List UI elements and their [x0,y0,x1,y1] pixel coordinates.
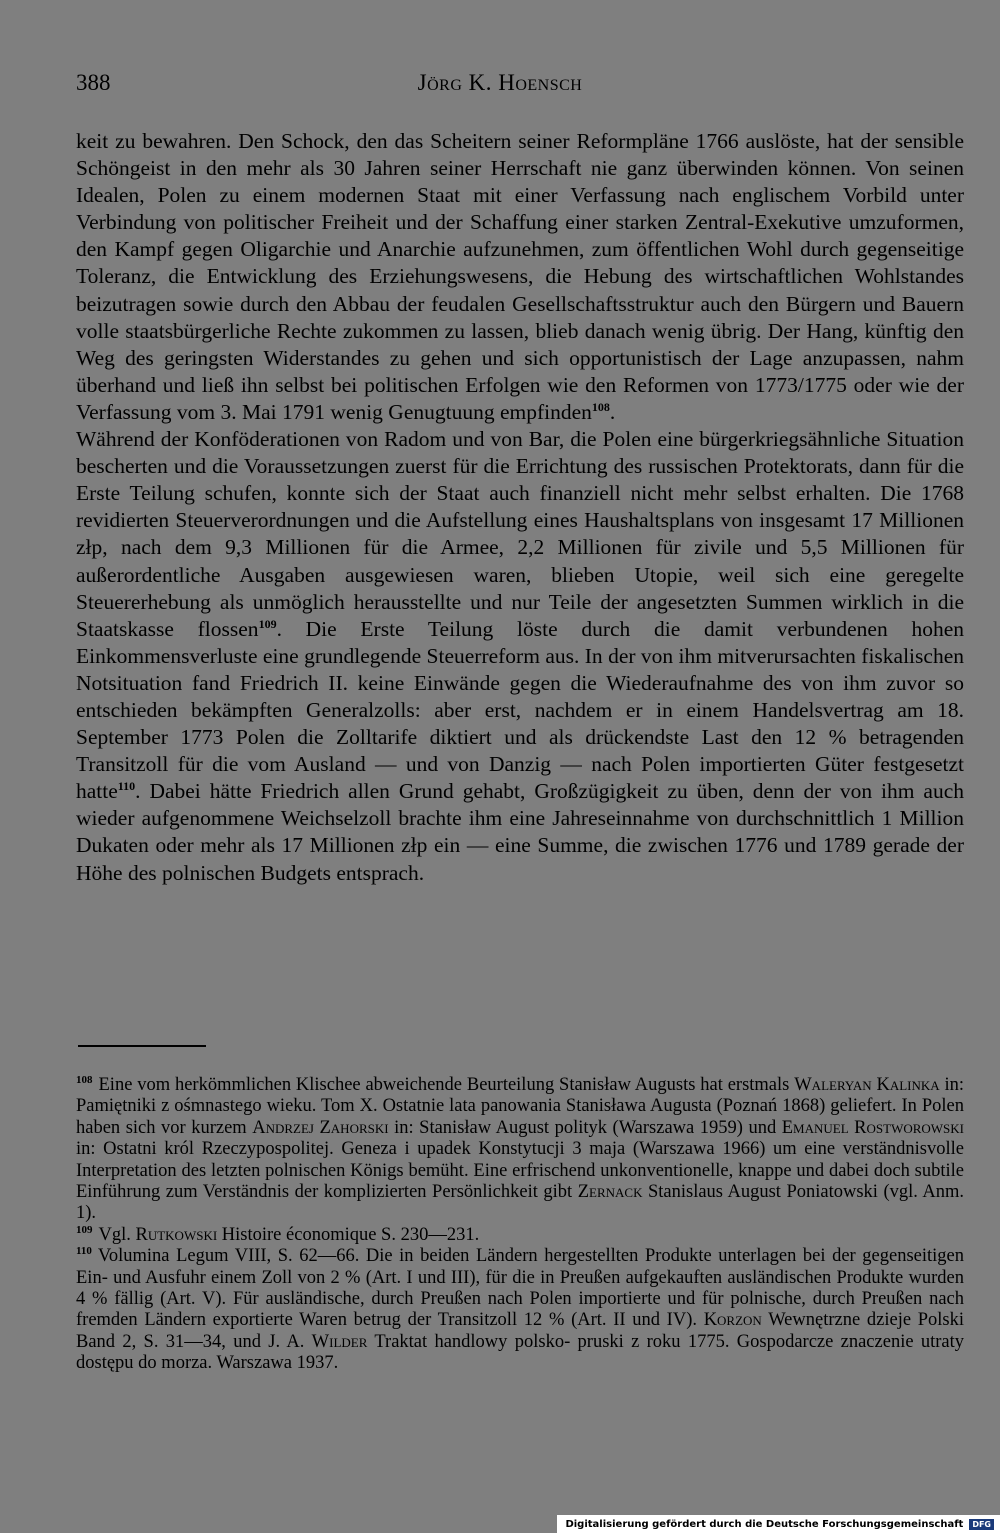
paragraph-text: . [609,399,616,424]
running-head: Jörg K. Hoensch [417,70,583,95]
footnote-ref-108[interactable]: 108 [591,399,610,414]
digitization-credit-bar [557,1515,1000,1533]
footnote-text: Wewnętrzne dzieje Polski Band 2, S. 31—34, und J. A. [76,1310,965,1352]
footnote-number: 109 [76,1223,93,1236]
footnote-ref-110[interactable]: 110 [117,779,136,794]
dfg-logo: DFG [969,1519,994,1530]
footnote-text: Traktat handlowy polsko- pruski z roku 1775. Gospodarcze znaczenie utraty dostępu do morza. Warszawa 1937. [76,1331,964,1374]
paragraph-text: keit zu bewahren. Den Schock, den das Scheitern seiner Reformpläne 1766 auslöste, hat der sensible Schöngeist in den mehr als 30 Jahren seiner Herrschaft nie ganz überwinden können. Von seinen Idealen, Polen zu einem modernen Staat mit einer Verfassung nach englischem Vorbild unter Verbindung von politischer Freiheit und der Schaffung einer starken Zentral-Exekutive umzuformen, den Kampf gegen Oligarchie und Anarchie aufzunehmen, zum öffentlichen Wohl durch gegenseitige Toleranz, die Entwicklung des Erziehungswesens, die Hebung des wirtschaftlichen Wohlstandes beizutragen sowie durch den Abbau der feudalen Gesellschaftsstruktur auch den Bürgern und Bauern volle staatsbürgerliche Rechte zukommen zu lassen, blieb danach wenig übrig. Der Hang, künftig den Weg des geringsten Widerstandes zu gehen und sich opportunistisch der Lage anzupassen, nahm überhand und ließ ihn selbst bei politischen Erfolgen wie den Reformen von 1773/1775 oder wie der Verfassung vom 3. Mai 1791 wenig Genugtuung empfinden [76,129,964,424]
paragraph-text: . Die Erste Teilung löste durch die damit verbundenen hohen Einkommensverluste eine grundlegende Steuerreform aus. In der von ihm mitverursachten fiskalischen Notsituation fand Friedrich II. keine Einwände gegen die Wiederaufnahme des von ihm zuvor so entschieden bekämpften Generalzolls: aber erst, nachdem er in einem Handelsvertrag am 18. September 1773 Polen die Zolltarife diktiert und als drückendste Last den 12 % betragenden Transitzoll für die vom Ausland — und von Danzig — nach Polen importierten Güter festgesetzt hatte [76,616,964,804]
paragraph-2 [76,426,964,887]
main-text [76,128,964,887]
author-name: Rutkowski [135,1224,218,1245]
footnote-number: 110 [76,1245,92,1258]
footnote-ref-109[interactable]: 109 [258,616,277,631]
author-name: Waleryan Kalinka [794,1075,940,1095]
page-number: 388 [76,70,111,95]
footnote-text: Eine vom herkömmlichen Klischee abweichende Beurteilung Stanisław Augusts hat erstmals [98,1075,790,1095]
paragraph-text: Während der Konföderationen von Radom und von Bar, die Polen eine bürgerkriegsähnliche Situation bescherten und die Voraussetzungen zuerst für die Errichtung des russischen Protektorats, dann für die Erste Teilung schufen, konnte sich der Staat auch finanziell nicht mehr selbst erhalten. Die 1768 revidierten Steuerverordnungen und die Aufstellung eines Haushaltsplans von insgesamt 17 Millionen złp, nach dem 9,3 Millionen für die Armee, 2,2 Millionen für zivile und 5,5 Millionen für außerordentliche Ausgaben ausgewiesen waren, blieben Utopie, weil sich eine geregelte Steuererhebung als unmöglich herausstellte und nur Teile der angesetzten Summen wirklich in die Staatskasse flossen [76,427,964,641]
author-name: Korzon [703,1310,762,1331]
paragraph-1 [76,128,964,426]
author-name: Andrzej Zahorski [252,1117,389,1138]
footnote-text: Stanislaus August Poniatowski (vgl. Anm. 1). [76,1182,964,1224]
footnote-text: Histoire économique S. 230—231. [221,1224,480,1245]
footnote-108 [76,1075,964,1225]
paragraph-text: . Dabei hätte Friedrich allen Grund gehabt, Großzügigkeit zu üben, denn der von ihm auch wieder aufgenommene Weichselzoll brachte ihm eine Jahreseinnahme von durchschnittlich 1 Million Dukaten oder mehr als 17 Millionen złp ein — eine Summe, die zwischen 1776 und 1789 gerade der Höhe des polnischen Budgets entsprach. [76,779,964,885]
author-name: Emanuel Rostworowski [781,1117,964,1138]
footnote-text: in: Pamiętniki z ośmnastego wieku. Tom X. Ostatnie lata panowania Stanisława Augusta (Poznań 1868) geliefert. In Polen haben sich vor kurzem [76,1075,965,1138]
footnote-109 [76,1225,964,1246]
footnote-110 [76,1246,964,1374]
footnote-text: Vgl. [98,1224,131,1245]
footnote-text: Volumina Legum VIII, S. 62—66. Die in beiden Ländern hergestellten Produkte unterlagen bei der gegenseitigen Ein- und Ausfuhr einem Zoll von 2 % (Art. I und III), für die in Preußen aufgekauften ausländischen Produkte wurden 4 % fällig (Art. V). Für ausländische, durch Preußen nach Polen importierte und für polnische, durch Preußen nach fremden Ländern exportierte Waren betrug der Transitzoll 12 % (Art. II und IV). [76,1246,964,1331]
digitization-credit: Digitalisierung gefördert durch die Deutsche Forschungsgemeinschaft [565,1518,964,1530]
author-name: Zernack [577,1182,643,1203]
footnote-number: 108 [76,1073,93,1086]
author-name: Wilder [311,1331,368,1352]
footnote-divider [78,1045,206,1047]
footnote-text: in: Ostatni król Rzeczypospolitej. Geneza i upadek Konstytucji 3 maja (Warszawa 1966) um eine verständnisvolle Interpretation des letzten polnischen Königs bemüht. Eine erfrischend unkonventionelle, knappe und dabei doch subtile Einführung zum Verständnis der komplizierten Persönlichkeit gibt [76,1139,964,1203]
footnotes [76,1075,964,1375]
footnote-text: in: Stanisław August polityk (Warszawa 1959) und [394,1117,777,1138]
